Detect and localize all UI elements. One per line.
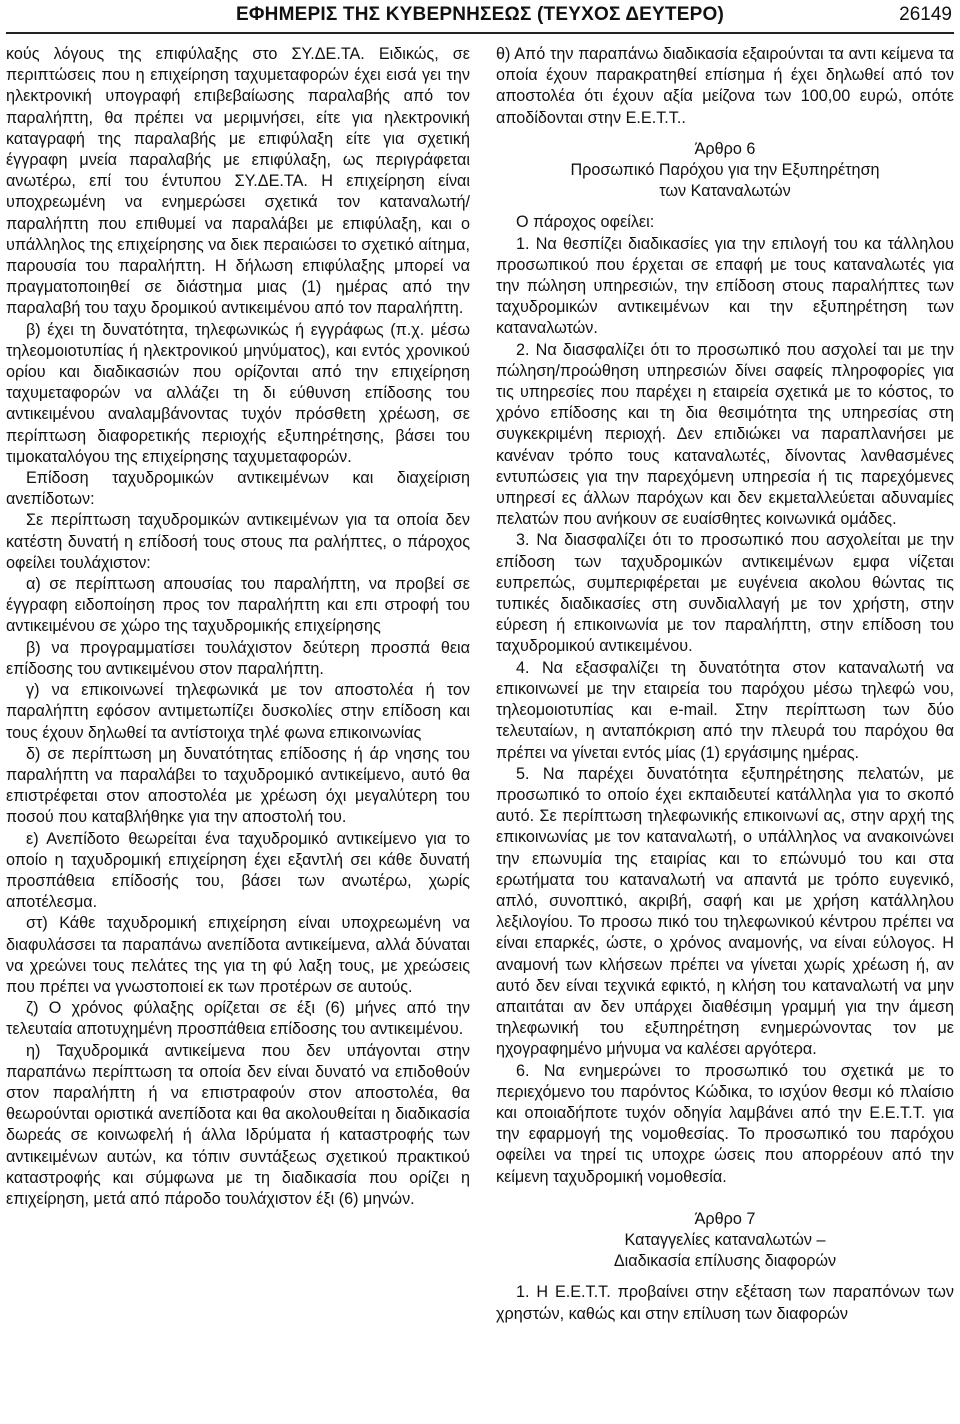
article6-item-2: 2. Να διασφαλίζει ότι το προσωπικό που ασχολεί ται με την πώληση/προώθηση υπηρεσιών δίνει σαφείς πληροφορίες για τις υπηρεσίες που παρέχει η εταιρεία σχετικά με το κόστος, το χρόνο επίδοσης και τη δια θεσιμότητα της υπηρεσίας στη συγκεκριμένη περιοχή. Δεν επιδιώκει να παραπλανήσει με κανέναν τρόπο τους καταναλωτές, δίνοντας λανθασμένες εντυπώσεις για την παρεχόμενη υπηρεσία ή τις παρεχόμενες υπηρεσί ες άλλων παρόχων και δεν εκμεταλλεύεται αδυναμίες πελατών που ανήκουν σε ευαίσθητες κοινωνικά ομάδες. (496, 340, 954, 529)
paragraph-a: α) σε περίπτωση απουσίας του παραλήπτη, να προβεί σε έγγραφη ειδοποίηση προς τον παραλήπτη και επι στροφή του αντικειμένου σε χώρο της ταχυδρομικής επιχείρησης (6, 575, 470, 636)
spacer (496, 129, 954, 139)
section-heading-undelivered: Επίδοση ταχυδρομικών αντικειμένων και διαχείριση ανεπίδοτων: (6, 469, 470, 509)
paragraph-h: η) Ταχυδρομικά αντικείμενα που δεν υπάγονται στην παραπάνω περίπτωση τα οποία δεν είναι δυνατό να επιδοθούν στον παραλήπτη ή να επιστραφούν στον αποστολέα, θα θεωρούνται οριστικά ανεπίδοτα και θα ακολουθείται η διαδικασία δωρεάς σε κοινωφελή ή άλλα Ιδρύματα ή καταστροφής των αντικειμένων αυτών, κα τόπιν συντάξεως σχετικού πρακτικού καταστροφής και σύμφωνα με τη διαδικασία που ορίζει η επιχείρηση, μετά από πάροδο τουλάχιστον έξι (6) μηνών. (6, 1041, 470, 1208)
article6-intro: Ο πάροχος οφείλει: (516, 213, 655, 232)
article6-item-1: 1. Να θεσπίζει διαδικασίες για την επιλογή του κα τάλληλου προσωπικού που έρχεται σε επαφή με τους καταναλωτές για την πώληση υπηρεσιών, την επίδοση στους παραλήπτες των ταχυδρομικών αντικειμένων και την εξυπηρέτηση των καταναλωτών. (496, 234, 954, 338)
paragraph-z: ζ) Ο χρόνος φύλαξης ορίζεται σε έξι (6) μήνες από την τελευταία αποτυχημένη προσπάθεια επίδοσης του αντικειμένου. (6, 999, 470, 1039)
paragraph-theta: θ) Από την παραπάνω διαδικασία εξαιρούνται τα αντι κείμενα τα οποία έχουν παρακρατηθεί επίσημα ή έχει δηλωθεί από τον αποστολέα ότι έχουν αξία μείζονα των 100,00 ευρώ, οπότε αποδίδονται στην Ε.Ε.Τ.Τ.. (496, 45, 954, 127)
paragraph-undelivered-intro: Σε περίπτωση ταχυδρομικών αντικειμένων για τα οποία δεν κατέστη δυνατή η επίδοσή τους στους πα ραλήπτες, ο πάροχος οφείλει τουλάχιστον: (6, 511, 470, 572)
article6-item-4: 4. Να εξασφαλίζει τη δυνατότητα στον καταναλωτή να επικοινωνεί με την εταιρεία του παρόχου μέσω τηλεφώ νου, τηλεομοιοτυπίας και e-mail. Στην περίπτωση των δύο τελευταίων, η ανταπόκριση από την πλευρά του παρόχου θα πρέπει να γίνεται εντός μίας (1) εργάσιμης ημέρας. (496, 658, 954, 762)
article7-item-1: 1. Η Ε.Ε.Τ.Τ. προβαίνει στην εξέταση των παραπόνων των χρηστών, καθώς και στην επίλυση των διαφορών (496, 1283, 954, 1323)
page-header (0, 0, 960, 30)
article6-item-5: 5. Να παρέχει δυνατότητα εξυπηρέτησης πελατών, με προσωπικό το οποίο έχει εκπαιδευτεί κατάλληλα για το σκοπό αυτό. Σε περίπτωση τηλεφωνικής επικοινωνί ας, στην αρχή της επικοινωνίας με τον καταναλωτή, ο υπάλληλος να ανακοινώνει την επωνυμία της εταιρίας και το επώνυμό του και στα ερωτήματα του καταναλωτή να απαντά με τρόπο ευγενικό, απλό, συνοπτικό, ακριβή, σαφή και με χρήση κατάλληλου λεξιλογίου. Το προσω πικό του τηλεφωνικού κέντρου πρέπει να είναι επαρκές, ώστε, ο χρόνος αναμονής, να είναι εύλογος. Η αναμονή των κλήσεων πρέπει να γίνεται χωρίς χρέωση ή, αν αυτό δεν είναι τεχνικά εφικτό, η κλήση του καταναλωτή να μην απαιτάται αν δεν υπάρχει διαθέσιμη γραμμή για την άμεση τηλεφωνική του εξυπηρέτηση ενημερώνοντας τον με ηχογραφημένο μήνυμα να καλέσει αργότερα. (496, 764, 954, 1059)
paragraph-b-address-change: β) έχει τη δυνατότητα, τηλεφωνικώς ή εγγράφως (π.χ. μέσω τηλεομοιοτυπίας ή ηλεκτρονικού μηνύματος), και εντός χρονικού ορίου και διαδικασιών που ορίζονται από την επιχείρηση ταχυμεταφορών να αλλάζει τη δι εύθυνση επίδοσης του αντικειμένου αναλαμβάνοντας τυχόν πρόσθετη χρέωση, σε περίπτωση διαφορετικής περιοχής εξυπηρέτησης, βάσει του τιμοκαταλόγου της επιχείρησης ταχυμεταφορών. (6, 320, 470, 466)
spacer (496, 1188, 954, 1209)
spacer (496, 202, 954, 212)
article6-title-line1: Προσωπικό Παρόχου για την Εξυπηρέτηση (570, 161, 880, 180)
paragraph-e: ε) Ανεπίδοτο θεωρείται ένα ταχυδρομικό αντικείμενο για το οποίο η ταχυδρομική επιχείρηση έχει εξαντλή σει κάθε δυνατή προσπάθεια επίδοσής του, βάσει των ανωτέρω, χωρίς αποτέλεσμα. (6, 829, 470, 912)
page-number: 26149 (899, 4, 952, 25)
paragraph-c: γ) να επικοινωνεί τηλεφωνικά με τον αποστολέα ή τον παραλήπτη εφόσον αντιμετωπίζει δυσκολίες στην επίδοση και τους έχουν δηλωθεί τα αντίστοιχα τηλέ φωνα επικοινωνίας (6, 681, 470, 742)
paragraph-epifylaxi: κούς λόγους της επιφύλαξης στο ΣΥ.ΔΕ.ΤΑ. Ειδικώς, σε περιπτώσεις που η επιχείρηση ταχυμεταφορών έχει εισά γει την ηλεκτρονική υπογραφή επιβεβαίωσης παραλαβής από τον παραλήπτη, θα πρέπει να μεριμνήσει, είτε για ηλεκτρονική καταγραφή της παραλαβής με επιφύλαξη είτε για σχετική έγγραφη μνεία παραλαβής με επιφύλαξη, ως περιγράφεται ανωτέρω, επί του έντυπου ΣΥ.ΔΕ.ΤΑ. Η επιχείρηση είναι υποχρεωμένη να ενημερώσει σχετικά τον καταναλωτή/παραλήπτη που επιθυμεί να παραλάβει με επιφύλαξη, και ο υπάλληλος της επιχείρησης να διεκ περαιώσει το σχετικό αίτημα, παρουσία του παραλήπτη. Η δήλωση επιφύλαξης μπορεί να πραγματοποιηθεί σε διάστημα μιας (1) ημέρας από την παραλαβή του ταχυ δρομικού αντικειμένου από τον παραλήπτη. (6, 45, 470, 318)
article6-item-6: 6. Να ενημερώνει το προσωπικό του σχετικά με το περιεχόμενο του παρόντος Κώδικα, το ισχύον θεσμι κό πλαίσιο και οποιαδήποτε τυχόν οδηγία λαμβάνει από την Ε.Ε.Τ.Τ. για την εφαρμογή της νομοθεσίας. Το προσωπικό του παρόχου οφείλει να τηρεί τις υποχρε ώσεις που απορρέουν από την κείμενη ταχυδρομική νομοθεσία. (496, 1061, 954, 1186)
article7-title-line1: Καταγγελίες καταναλωτών – (624, 1230, 826, 1249)
article7-title-line2: Διαδικασία επίλυσης διαφορών (613, 1252, 837, 1271)
header-rule (6, 32, 954, 34)
gazette-title: ΕΦΗΜΕΡΙΣ ΤΗΣ ΚΥΒΕΡΝΗΣΕΩΣ (ΤΕΥΧΟΣ ΔΕΥΤΕΡΟ) (236, 4, 724, 25)
paragraph-b: β) να προγραμματίσει τουλάχιστον δεύτερη προσπά θεια επίδοσης του αντικειμένου στον παραλήπτη. (6, 638, 470, 678)
left-column (6, 44, 470, 1210)
article7-heading: Άρθρο 7 (694, 1209, 756, 1228)
right-column (496, 44, 954, 1325)
paragraph-d: δ) σε περίπτωση μη δυνατότητας επίδοσης ή άρ νησης του παραλήπτη να παραλάβει το ταχυδρομικό αντικείμενο, αυτό θα επιστρέφεται στον αποστολέα με χρέωση όχι μεγαλύτερη του ποσού που καταβλήθηκε για την αποστολή του. (6, 744, 470, 827)
spacer (496, 1272, 954, 1282)
article6-title-line2: των Καταναλωτών (659, 182, 791, 201)
article6-heading: Άρθρο 6 (694, 139, 756, 158)
paragraph-st: στ) Κάθε ταχυδρομική επιχείρηση είναι υποχρεωμένη να διαφυλάσσει τα παραπάνω ανεπίδοτα αντικείμενα, αλλά δύναται να χρεώνει τους πελάτες της για τη φύ λαξη τους, με χρεώσεις που πρέπει να γνωστοποιεί εκ των προτέρων σε αυτούς. (6, 914, 470, 996)
article6-item-3: 3. Να διασφαλίζει ότι το προσωπικό που ασχολείται με την επίδοση των ταχυδρομικών αντικειμένων εμφα νίζεται ευπρεπώς, συμπεριφέρεται με ευγένεια ακολου θώντας τις τυπικές διαδικασίες στη συνδιαλλαγή με τον χρήστη, στην εύρεση ή επικοινωνία με τον παραλήπτη, στην επίδοση του ταχυδρομικού αντικειμένου. (496, 531, 954, 656)
